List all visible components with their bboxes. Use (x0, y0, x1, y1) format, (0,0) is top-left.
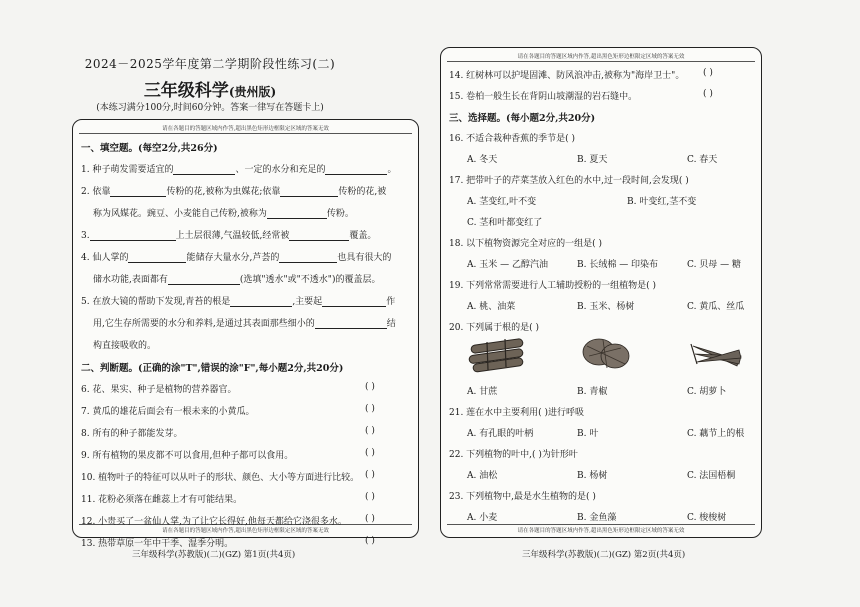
warning-top: 请在各题目的答题区域内作答,超出黑色矩形边框限定区域的答案无效 (517, 54, 685, 60)
option-b: B. 夏天 (577, 155, 608, 165)
answer-paren: ( ) (365, 382, 375, 392)
page-footer: 三年级科学(苏教版)(二)(GZ) 第1页(共4页) (132, 550, 296, 560)
carrot-image (687, 336, 747, 376)
question-18: 18. 以下植物资源完全对应的一组是( ) (449, 239, 603, 249)
answer-paren: ( ) (365, 536, 375, 546)
option-a: A. 冬天 (467, 155, 498, 165)
option-a: A. 小麦 (467, 513, 498, 523)
question-12: 12. 小贵买了一盆仙人掌,为了让它长得好,他每天都给它浇很多水。 (81, 517, 347, 527)
question-4-line1: 4. 仙人掌的 能储存大量水分,芦荟的 也具有很大的 (81, 253, 392, 263)
option-c: C. 春天 (687, 155, 718, 165)
question-20: 20. 下列属于根的是( ) (449, 323, 540, 333)
question-1: 1. 种子萌发需要适宜的 、一定的水分和充足的 。 (81, 165, 397, 175)
question-5-line3: 构直接吸收的。 (93, 341, 157, 351)
answer-paren: ( ) (365, 470, 375, 480)
warning-bottom: 请在各题目的答题区域内作答,超出黑色矩形边框限定区域的答案无效 (162, 528, 329, 534)
pepper-root-image (577, 334, 639, 376)
answer-paren: ( ) (703, 68, 713, 78)
question-16: 16. 不适合栽种香蕉的季节是( ) (449, 134, 576, 144)
sugarcane-image (467, 336, 529, 374)
question-5-line2: 用,它生存所需要的水分和养料,是通过其表面那些细小的 结 (93, 319, 396, 329)
answer-area-2 (440, 47, 762, 538)
option-c: C. 茎和叶都变红了 (467, 218, 543, 228)
question-22: 22. 下列植物的叶中,( )为针形叶 (449, 450, 578, 460)
question-8: 8. 所有的种子都能发芽。 (81, 429, 183, 439)
exam-title: 2024－2025学年度第二学期阶段性练习(二) (84, 57, 336, 71)
question-4-line2: 储水功能,表面都有 (选填"透水"或"不透水")的覆盖层。 (93, 275, 381, 285)
option-a: A. 有孔眼的叶柄 (467, 429, 534, 439)
answer-paren: ( ) (365, 426, 375, 436)
warning-top: 请在各题目的答题区域内作答,超出黑色矩形边框限定区域的答案无效 (162, 126, 329, 132)
answer-paren: ( ) (365, 492, 375, 502)
option-c: C. 法国梧桐 (687, 471, 736, 481)
option-b: B. 长绒棉 — 印染布 (577, 260, 659, 270)
question-6: 6. 花、果实、种子是植物的营养器官。 (81, 385, 237, 395)
section-multiple-choice: 三、选择题。(每小题2分,共20分) (449, 113, 596, 124)
page-footer: 三年级科学(苏教版)(二)(GZ) 第2页(共4页) (522, 550, 686, 560)
option-a: A. 桃、油菜 (467, 302, 516, 312)
question-19: 19. 下列常常需要进行人工辅助授粉的一组植物是( ) (449, 281, 657, 291)
question-2-line2: 称为风媒花。豌豆、小麦能自己传粉,被称为 传粉。 (93, 209, 354, 219)
question-3: 3. 上土层很薄,气温较低,经常被 覆盖。 (81, 231, 377, 241)
option-b: B. 叶 (577, 429, 599, 439)
option-c: C. 梭梭树 (687, 513, 727, 523)
section-true-false: 二、判断题。(正确的涂"T",错误的涂"F",每小题2分,共20分) (81, 363, 344, 374)
answer-paren: ( ) (703, 89, 713, 99)
option-a: A. 茎变红,叶不变 (467, 197, 537, 207)
answer-paren: ( ) (365, 404, 375, 414)
option-c: C. 胡萝卜 (687, 387, 727, 397)
exam-page-2 (430, 0, 860, 607)
option-c: C. 藕节上的根 (687, 429, 745, 439)
question-13: 13. 热带草原一年中干季、湿季分明。 (81, 539, 234, 549)
question-14: 14. 红树林可以护堤固滩、防风浪冲击,被称为"海岸卫士"。 (449, 71, 685, 81)
question-10: 10. 植物叶子的特征可以从叶子的形状、颜色、大小等方面进行比较。 (81, 473, 360, 483)
question-9: 9. 所有植物的果皮都不可以食用,但种子都可以食用。 (81, 451, 294, 461)
option-a: A. 甘蔗 (467, 387, 498, 397)
option-b: B. 杨树 (577, 471, 608, 481)
question-21: 21. 莲在水中主要利用( )进行呼吸 (449, 408, 585, 418)
section-fill-blank: 一、填空题。(每空2分,共26分) (81, 143, 218, 154)
option-b: B. 叶变红,茎不变 (627, 197, 697, 207)
exam-note: (本练习满分100分,时间60分钟。答案一律写在答题卡上) (96, 103, 324, 113)
question-17: 17. 把带叶子的芹菜茎放入红色的水中,过一段时间,会发现( ) (449, 176, 689, 186)
option-a: A. 油松 (467, 471, 498, 481)
option-b: B. 金鱼藻 (577, 513, 617, 523)
question-11: 11. 花粉必须落在雌蕊上才有可能结果。 (81, 495, 243, 505)
answer-paren: ( ) (365, 448, 375, 458)
question-23: 23. 下列植物中,最是水生植物的是( ) (449, 492, 596, 502)
question-5-line1: 5. 在放大镜的帮助下发现,青苔的根是 ,主要起 作 (81, 297, 396, 307)
question-7: 7. 黄瓜的雄花后面会有一根未来的小黄瓜。 (81, 407, 255, 417)
option-a: A. 玉米 — 乙醇汽油 (467, 260, 548, 270)
answer-area-1 (72, 119, 419, 549)
option-b: B. 玉米、杨树 (577, 302, 635, 312)
option-c: C. 黄瓜、丝瓜 (687, 302, 745, 312)
subject-title: 三年级科学(贵州版) (143, 81, 277, 101)
question-15: 15. 卷柏一般生长在背阴山坡潮湿的岩石缝中。 (449, 92, 638, 102)
question-2-line1: 2. 依靠 传粉的花,被称为虫媒花;依靠 传粉的花,被 (81, 187, 387, 197)
answer-paren: ( ) (365, 514, 375, 524)
option-b: B. 青椒 (577, 387, 608, 397)
warning-bottom: 请在各题目的答题区域内作答,超出黑色矩形边框限定区域的答案无效 (517, 528, 685, 534)
option-c: C. 贝母 — 糖 (687, 260, 742, 270)
